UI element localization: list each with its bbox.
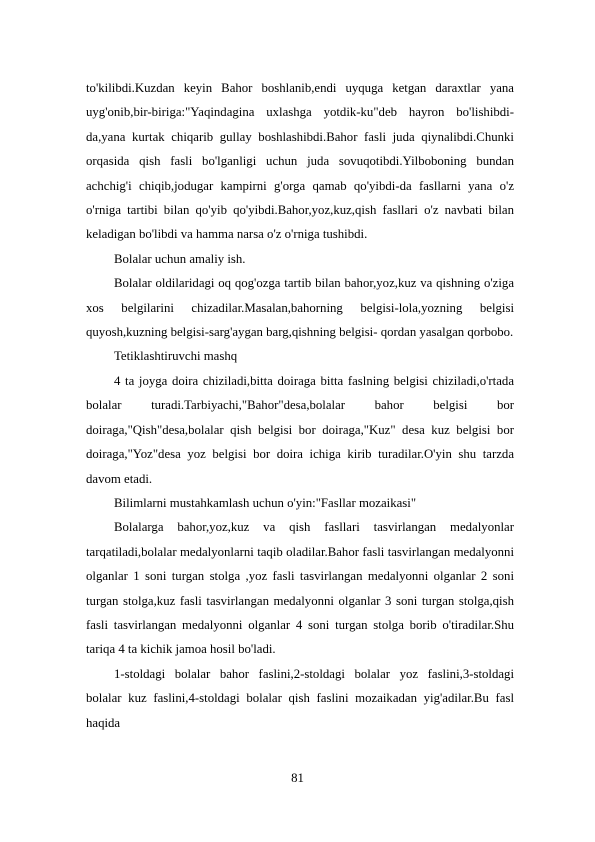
paragraph-practical-work: Bolalar oldilaridagi oq qog'ozga tartib bilan bahor,yoz,kuz va qishning o'ziga xos belgilarini chizadilar.Masalan,bahorning belgisi-lola,yozning belgisi quyosh,kuzning belgisi-sarg'aygan barg,qishning belgisi- qordan yasalgan qorbobo. [86,276,514,340]
paragraph-tables-mosaic: 1-stoldagi bolalar bahor faslini,2-stoldagi bolalar yoz faslini,3-stoldagi bolalar kuz faslini,4-stoldagi bolalar qish faslini mozaikadan yig'adilar.Bu fasl haqida [86,666,514,730]
paragraph-warmup-exercise: 4 ta joyga doira chiziladi,bitta doiraga bitta faslning belgisi chiziladi,o'rtada bolalar turadi.Tarbiyachi,"Bahor"desa,bolalar bahor belgisi bor doiraga,"Qish"desa,bolalar qish belgisi bor doiraga,"Kuz" desa kuz belgisi bor doiraga,"Yoz"desa yoz belgisi bor doira ichiga kirib turadilar.O'yin shu tarzda davom etadi. [86,373,514,486]
paragraph-medallions: Bolalarga bahor,yoz,kuz va qish fasllari tasvirlangan medalyonlar tarqatiladi,bolalar medalyonlarni taqib oladilar.Bahor fasli tasvirlangan medalyonni olganlar 1 soni turgan stolga ,yoz fasli tasvirlangan medalyonni olganlar 2 soni turgan stolga,kuz fasli tasvirlangan medalyonni olganlar 3 soni turgan stolga,qish fasli tasvirlangan medalyonni olganlar 4 soni turgan stolga borib o'tiradilar.Shu tariqa 4 ta kichik jamoa hosil bo'ladi. [86,520,514,657]
heading-practical-work: Bolalar uchun amaliy ish. [114,251,246,266]
heading-warmup-exercise: Tetiklashtiruvchi mashq [114,349,238,364]
heading-consolidation-game: Bilimlarni mustahkamlash uchun o'yin:"Fasllar mozaikasi" [114,495,417,510]
page-body [86,76,514,735]
page-number: 81 [291,771,304,785]
paragraph-fairy-tale-ending: to'kilibdi.Kuzdan keyin Bahor boshlanib,endi uyquga ketgan daraxtlar yana uyg'onib,bir-biriga:"Yaqindagina uxlashga yotdik-ku"deb hayron bo'lishibdi-da,yana kurtak chiqarib gullay boshlashibdi.Bahor fasli juda qiynalibdi.Chunki orqasida qish fasli bo'lganligi uchun juda sovuqotibdi.Yilboboning bundan achchig'i chiqib,jodugar kampirni g'orga qamab qo'yibdi-da fasllarni yana o'z o'rniga tartibi bilan qo'yib qo'yibdi.Bahor,yoz,kuz,qish fasllari o'z navbati bilan keladigan bo'libdi va hamma narsa o'z o'rniga tushibdi. [86,81,514,242]
